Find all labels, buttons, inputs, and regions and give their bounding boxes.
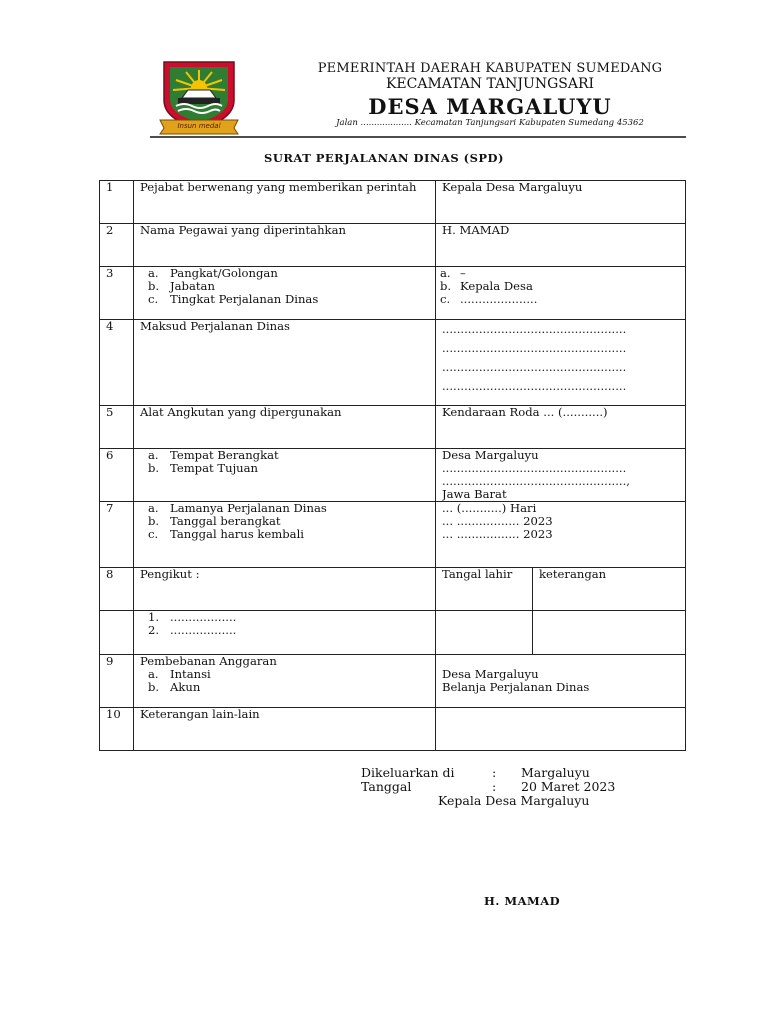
table-row: [100, 181, 686, 224]
field-label: [134, 267, 436, 320]
signer-position: Kepala Desa Margaluyu: [438, 793, 590, 808]
issued-at-label: Dikeluarkan di: [361, 765, 455, 780]
trip-duration: ... (...........) Hari: [442, 502, 537, 515]
list-item: b. Jabatan: [148, 279, 215, 293]
list-item: a. Tempat Berangkat: [148, 448, 279, 462]
departure-date: ... ................. 2023: [442, 515, 553, 528]
row-number: 4: [100, 320, 134, 406]
table-row: [100, 267, 686, 320]
header-village: DESA MARGALUYU: [368, 94, 612, 119]
logo-ribbon-text: Insun medal: [177, 122, 221, 130]
table-row: [100, 655, 686, 708]
table-row: [100, 708, 686, 751]
budget-account: Belanja Perjalanan Dinas: [442, 681, 590, 694]
header-government: PEMERINTAH DAERAH KABUPATEN SUMEDANG: [317, 61, 663, 76]
field-value: Kendaraan Roda ... (...........): [436, 406, 686, 449]
signer-name: H. MAMAD: [484, 894, 561, 908]
column-header-remarks: keterangan: [533, 568, 686, 611]
row-number: 5: [100, 406, 134, 449]
field-value: H. MAMAD: [436, 224, 686, 267]
list-item: b. Tanggal berangkat: [148, 514, 281, 528]
row-number: 2: [100, 224, 134, 267]
empty-cell: [436, 611, 533, 655]
dotted-line: ..................................................,: [442, 475, 630, 488]
field-label: Keterangan lain-lain: [134, 708, 436, 751]
budget-label: Pembebanan Anggaran: [140, 655, 277, 668]
field-label: [134, 655, 436, 708]
spd-table: [99, 180, 686, 751]
departure-place: Desa Margaluyu: [442, 449, 539, 462]
dotted-line: ..................................................: [442, 322, 627, 336]
list-item: 2. ..................: [148, 623, 237, 637]
table-row: [100, 224, 686, 267]
row-number: 3: [100, 267, 134, 320]
dotted-line: ..................................................: [442, 360, 627, 374]
dotted-line: ..................................................: [442, 379, 627, 393]
list-item: c. Tanggal harus kembali: [148, 527, 305, 541]
field-label: Pejabat berwenang yang memberikan perintah: [134, 181, 436, 224]
date-label: Tanggal: [361, 779, 412, 794]
dotted-line: ..................................................: [442, 462, 627, 475]
table-row: [100, 502, 686, 568]
list-item: b. Tempat Tujuan: [148, 461, 259, 475]
row-number: 1: [100, 181, 134, 224]
follower-list: [134, 611, 436, 655]
field-value: [436, 708, 686, 751]
header-district: KECAMATAN TANJUNGSARI: [385, 76, 595, 92]
field-label: [134, 502, 436, 568]
empty-cell: [533, 611, 686, 655]
return-date: ... ................. 2023: [442, 528, 553, 541]
row-number: 9: [100, 655, 134, 708]
budget-agency: Desa Margaluyu: [442, 668, 539, 681]
list-item: a. Pangkat/Golongan: [148, 266, 278, 280]
field-value: [436, 267, 686, 320]
list-item: c. .....................: [440, 293, 538, 306]
column-header-birthdate: Tangal lahir: [436, 568, 533, 611]
dotted-line: ..................................................: [442, 341, 627, 355]
field-label: Nama Pegawai yang diperintahkan: [134, 224, 436, 267]
empty-cell: [100, 611, 134, 655]
row-number: 10: [100, 708, 134, 751]
field-label: Maksud Perjalanan Dinas: [134, 320, 436, 406]
field-value: [436, 449, 686, 502]
letterhead-divider: [150, 136, 686, 140]
row-number: 7: [100, 502, 134, 568]
field-label: Alat Angkutan yang dipergunakan: [134, 406, 436, 449]
table-row: [100, 320, 686, 406]
list-item: a. –: [440, 267, 466, 280]
row-number: 8: [100, 568, 134, 611]
issued-at-separator: :: [492, 765, 497, 780]
header-address: Jalan ................... Kecamatan Tanjungsari Kabupaten Sumedang 45362: [336, 118, 644, 128]
date-separator: :: [492, 779, 497, 794]
destination-province: Jawa Barat: [442, 488, 507, 501]
issued-at-value: Margaluyu: [521, 765, 590, 780]
list-item: a. Lamanya Perjalanan Dinas: [148, 501, 327, 515]
row-number: 6: [100, 449, 134, 502]
table-row: [100, 449, 686, 502]
table-row: [100, 611, 686, 655]
list-item: c. Tingkat Perjalanan Dinas: [148, 292, 319, 306]
field-value: [436, 655, 686, 708]
list-item: 1. ..................: [148, 610, 237, 624]
field-value: Kepala Desa Margaluyu: [436, 181, 686, 224]
list-item: a. Intansi: [148, 667, 211, 681]
table-row: [100, 568, 686, 611]
list-item: b. Akun: [148, 680, 201, 694]
field-label: Pengikut :: [134, 568, 436, 611]
document-title: SURAT PERJALANAN DINAS (SPD): [264, 151, 504, 165]
field-value: [436, 502, 686, 568]
list-item: b. Kepala Desa: [440, 280, 533, 293]
field-label: [134, 449, 436, 502]
field-value: [436, 320, 686, 406]
date-value: 20 Maret 2023: [521, 779, 616, 794]
table-row: [100, 406, 686, 449]
